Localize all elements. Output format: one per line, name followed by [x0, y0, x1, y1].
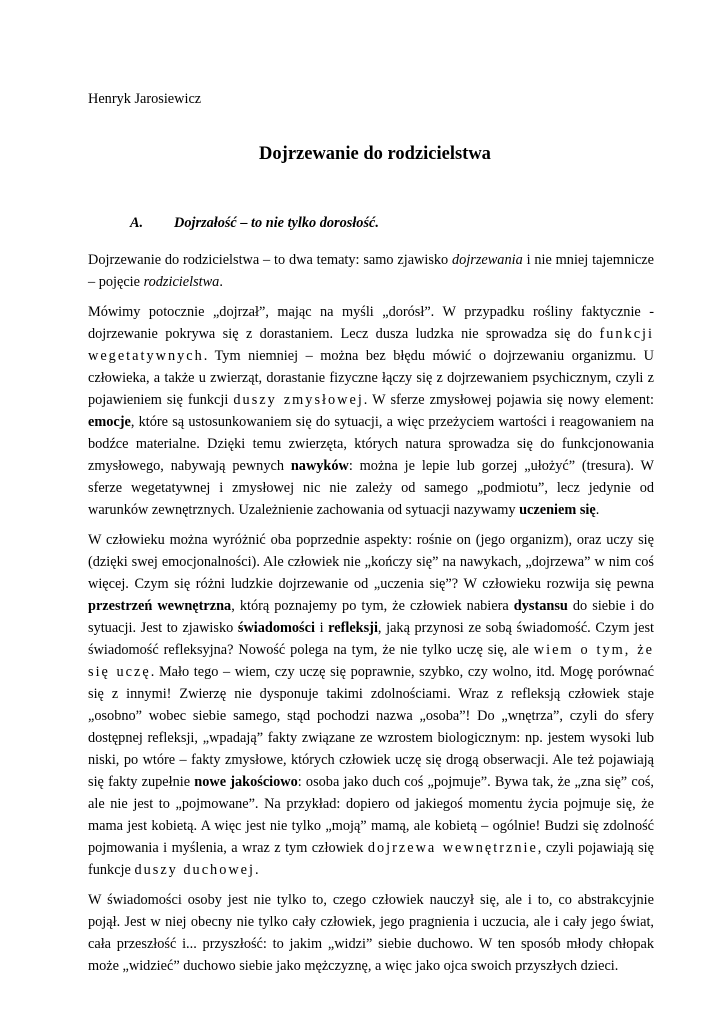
paragraph: [88, 301, 654, 521]
bold-term: przestrzeń wewnętrzna: [88, 598, 232, 614]
bold-term: uczeniem się: [519, 502, 596, 518]
bold-term: refleksji: [328, 620, 378, 636]
text-run: .: [219, 274, 223, 290]
paragraph: [88, 249, 654, 293]
text-run: , czyli pojawiają się funkcje: [88, 840, 654, 878]
section-title: Dojrzałość – to nie tylko dorosłość.: [174, 215, 379, 231]
text-run: . Tym niemniej – można bez błędu mówić o dojrzewaniu organizmu. U człowieka, a także u zwierząt, dorastanie fizyczne łączy się z dojrzewaniem psychicznym, czyli z pojawieniem się funkcji: [88, 348, 654, 408]
spaced-term: duszy zmysłowej: [233, 392, 364, 408]
text-run: i: [314, 620, 329, 636]
document-body: [88, 249, 654, 985]
section-heading: [130, 212, 379, 234]
text-run: , jaką przynosi ze sobą świadomość. Czym jest świadomość refleksyjna? Nowość polega na tym, że nie tylko uczę się, ale: [88, 620, 654, 658]
text-run: .: [595, 502, 600, 518]
text-run: : osoba jako duch coś „pojmuje”. Bywa tak, że „zna się” coś, ale nie jest to „pojmowane”. Na przykład: dopiero od jakiegoś momentu życia pojmuje się, że mama jest kobietą. A więc jest nie tylko „moją” mamą, ale kobietą – ogólnie! Budzi się zdolność pojmowania i myślenia, a wraz z tym człowiek: [88, 774, 654, 856]
text-run: , które są ustosunkowaniem się do sytuacji, a więc przeżyciem wartości i reagowaniem na bodźce materialne. Dzięki temu zwierzęta, których natura sprowadza się do funkcjonowania zmysłowego, nabywają pewnych: [88, 414, 654, 474]
bold-term: nawyków: [290, 458, 349, 474]
text-run: do siebie i do sytuacji. Jest to zjawisko: [88, 598, 654, 636]
text-run: W świadomości osoby jest nie tylko to, czego człowiek nauczył się, ale i to, co abstrakcyjnie pojął. Jest w niej obecny nie tylko cały człowiek, jego pragnienia i uczucia, ale i cały jego świat, cała przeszłość i... przyszłość: to jakim „widzi” siebie duchowo. W ten sposób młody chłopak może „widzieć” duchowo siebie jako mężczyznę, a więc jako ojca swoich przyszłych dzieci.: [88, 892, 654, 974]
bold-term: świadomości: [237, 620, 315, 636]
text-run: . W sferze zmysłowej pojawia się nowy element:: [363, 392, 654, 408]
document-title: Dojrzewanie do rodzicielstwa: [259, 144, 491, 164]
bold-term: dystansu: [513, 598, 568, 614]
text-run: i nie mniej tajemnicze – pojęcie: [88, 252, 654, 290]
spaced-term: dojrzewa wewnętrznie: [367, 840, 538, 856]
text-run: Dojrzewanie do rodzicielstwa – to dwa tematy: samo zjawisko: [88, 252, 453, 268]
paragraph: [88, 889, 654, 977]
bold-term: emocje: [88, 414, 131, 430]
paragraph: [88, 529, 654, 881]
text-run: : można je lepie lub gorzej „ułożyć” (tresura). W sferze wegetatywnej i zmysłowej nic nie zależy od samego „podmiotu”, lecz jedynie od warunków zewnętrznych. Uzależnienie zachowania od sytuacji nazywamy: [88, 458, 655, 518]
text-run: Mówimy potocznie „dojrzał”, mając na myśli „dorósł”. W przypadku rośliny faktycznie - dojrzewanie pokrywa się z dorastaniem. Lecz dusza ludzka nie sprowadza się do: [88, 304, 654, 342]
spaced-term: duszy duchowej: [134, 862, 255, 878]
spaced-term: funkcji wegetatywnych: [88, 326, 654, 364]
italic-term: rodzicielstwa: [143, 274, 220, 290]
spaced-term: wiem o tym, że się uczę: [88, 642, 655, 680]
text-run: W człowieku można wyróżnić oba poprzednie aspekty: rośnie on (jego organizm), oraz uczy się (dzięki swej emocjonalności). Ale człowiek nie „kończy się” na nawykach, „dojrzewa” w nim coś więcej. Czym się różni ludzkie dojrzewanie od „uczenia się”? W człowieku rozwija się pewna: [88, 532, 654, 592]
section-number: A.: [130, 215, 144, 231]
text-run: .: [255, 862, 259, 878]
author-name: Henryk Jarosiewicz: [88, 91, 202, 107]
text-run: , którą poznajemy po tym, że człowiek nabiera: [231, 598, 514, 614]
text-run: . Mało tego – wiem, czy uczę się poprawnie, szybko, czy wolno, itd. Mogę porównać się z innymi! Zwierzę nie dysponuje takimi zdolnościami. Wraz z refleksją człowiek staje „osobno” wobec siebie samego, stąd pochodzi nazwa „osoba”! Do „wnętrza”, czyli do sfery dostępnej refleksji, „wpadają” fakty związane ze wzrostem biologicznym: np. jestem wysoki lub niski, po wtóre – fakty zmysłowe, których człowiek uczę się drogą obserwacji. Ale też pojawiają się fakty zupełnie: [88, 664, 654, 790]
bold-term: nowe jakościowo: [194, 774, 298, 790]
italic-term: dojrzewania: [452, 252, 523, 268]
